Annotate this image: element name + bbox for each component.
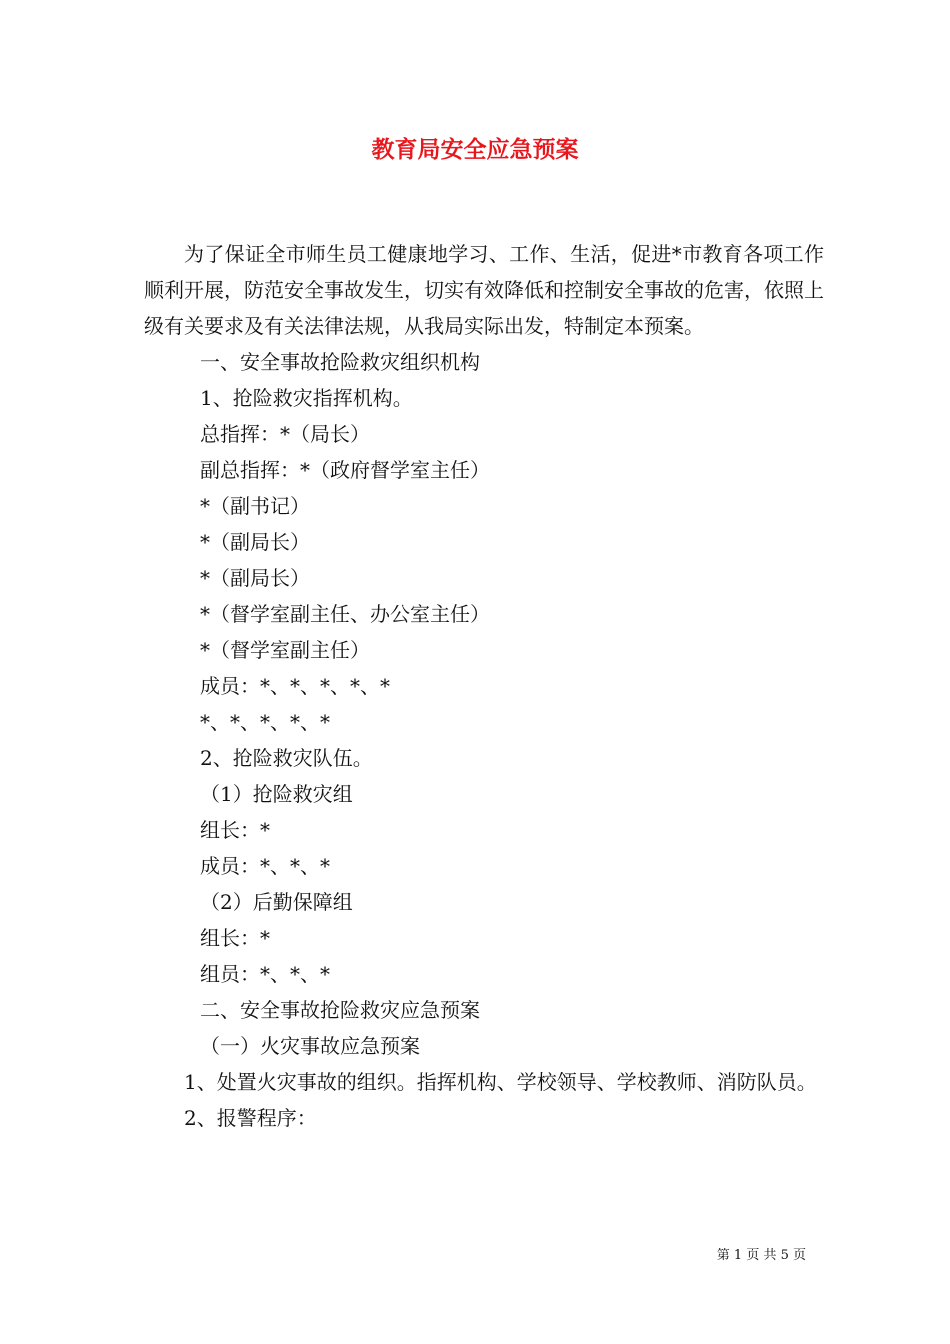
group-heading: （一）火灾事故应急预案 [200, 1034, 420, 1058]
list-item: 成员：*、*、*、*、* [200, 674, 390, 698]
subsection-heading: 1、抢险救灾指挥机构。 [200, 386, 413, 410]
group-heading: （2）后勤保障组 [200, 890, 353, 914]
list-item: 组长：* [200, 926, 270, 950]
list-item: 组员：*、*、* [200, 962, 330, 986]
section-heading: 二、安全事故抢险救灾应急预案 [200, 998, 480, 1022]
list-item: *（副书记） [200, 494, 310, 518]
document-body [144, 236, 824, 1136]
list-item: *（副局长） [200, 530, 310, 554]
list-item: 总指挥：*（局长） [200, 422, 370, 446]
list-item: *（督学室副主任） [200, 638, 370, 662]
page-number-footer: 第 1 页 共 5 页 [716, 1248, 806, 1263]
section-heading: 一、安全事故抢险救灾组织机构 [200, 350, 480, 374]
list-item: *（督学室副主任、办公室主任） [200, 602, 490, 626]
list-item: *（副局长） [200, 566, 310, 590]
list-item: 副总指挥：*（政府督学室主任） [200, 458, 490, 482]
document-title: 教育局安全应急预案 [371, 136, 579, 163]
body-paragraph: 1、处置火灾事故的组织。指挥机构、学校领导、学校教师、消防队员。 [184, 1070, 817, 1094]
body-paragraph: 2、报警程序： [184, 1106, 317, 1130]
subsection-heading: 2、抢险救灾队伍。 [200, 746, 373, 770]
list-item: 组长：* [200, 818, 270, 842]
list-item: *、*、*、*、* [200, 710, 330, 734]
group-heading: （1）抢险救灾组 [200, 782, 353, 806]
list-item: 成员：*、*、* [200, 854, 330, 878]
intro-paragraph: 为了保证全市师生员工健康地学习、工作、生活，促进*市教育各项工作顺利开展，防范安全事故发生，切实有效降低和控制安全事故的危害，依照上级有关要求及有关法律法规，从我局实际出发，特制定本预案。 [144, 242, 824, 338]
